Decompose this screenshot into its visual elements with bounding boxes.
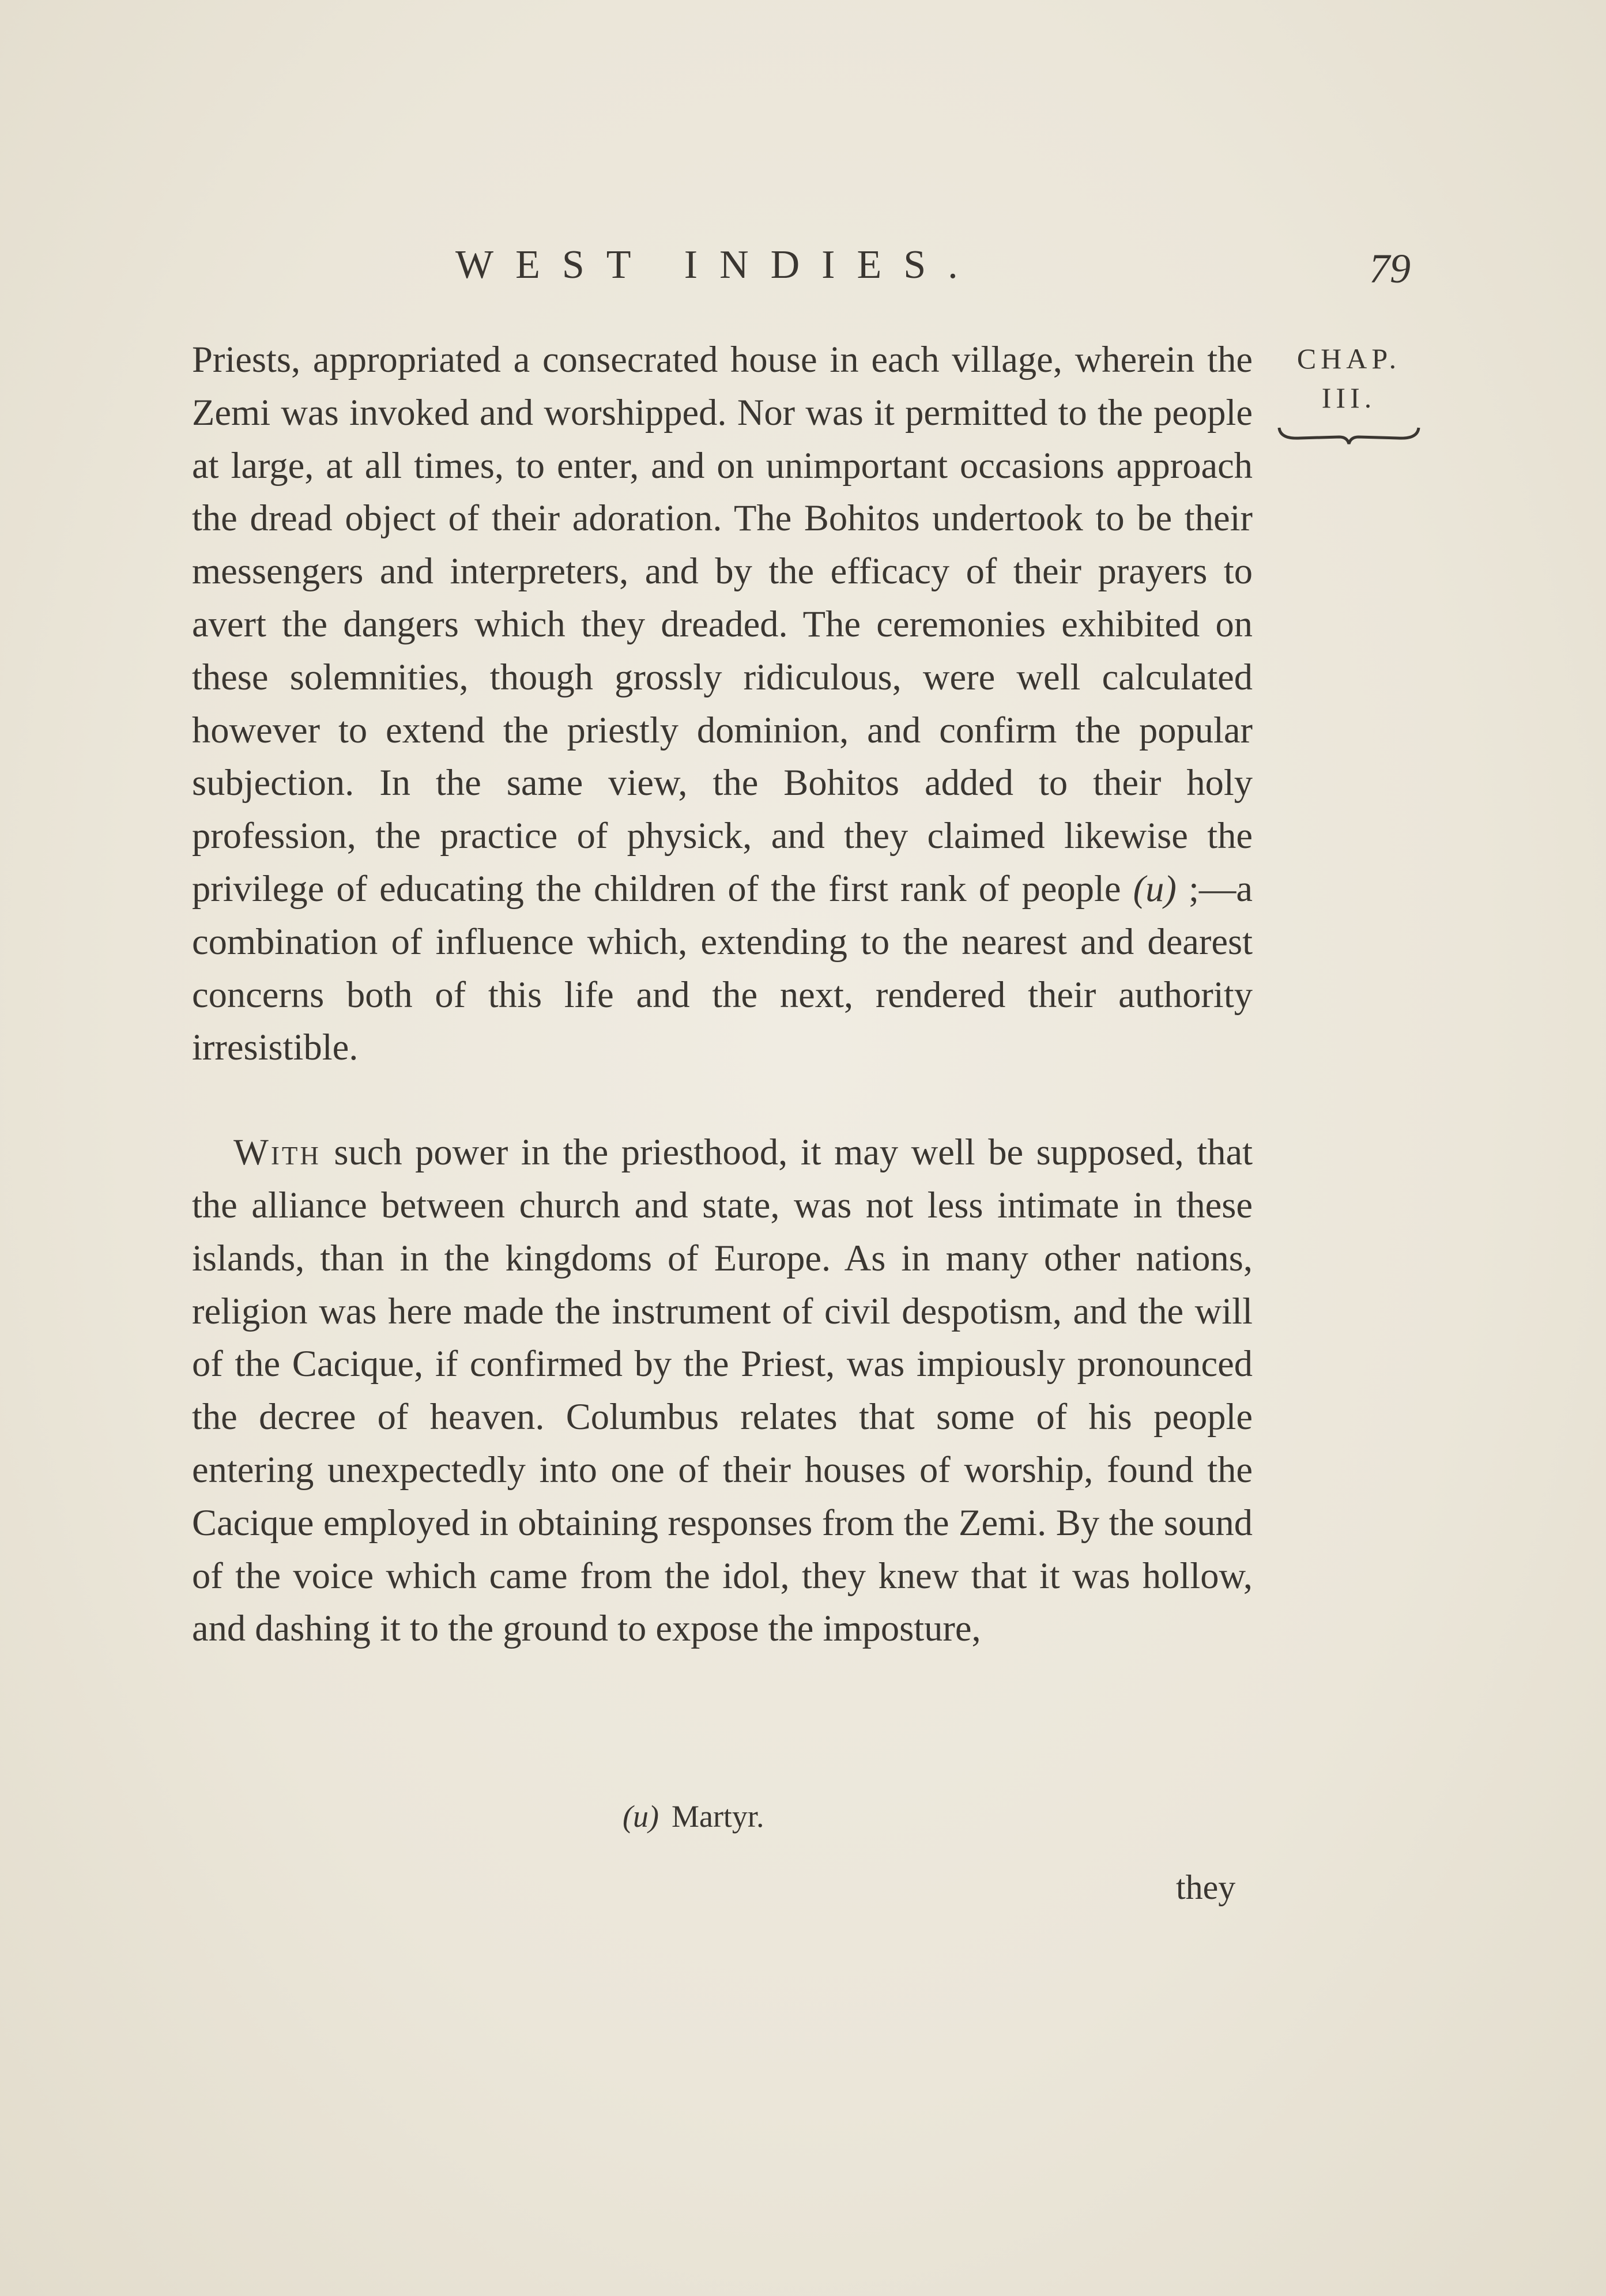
footnote-text: Martyr. [671, 1799, 764, 1834]
paragraph-2-text: such power in the priesthood, it may well be supposed, that the alliance between church and state, was not less intimate in these islands, than in the kingdoms of Europe. As in many other nations, religion was here made the instrument of civil despotism, and the will of the Cacique, if confirmed by the Priest, was impiously pronounced the decree of heaven. Columbus relates that some of his people entering unexpectedly into one of their houses of worship, found the Cacique employed in obtaining responses from the Zemi. By the sound of the voice which came from the idol, they knew that it was hollow, and dashing it to the ground to expose the imposture, [192, 1132, 1253, 1649]
brace-ornament [1277, 425, 1421, 445]
footnote-reference: (u) [1133, 868, 1177, 909]
footnote [623, 1799, 764, 1834]
chapter-number: III. [1321, 382, 1377, 414]
paragraph-1 [192, 333, 1253, 1074]
chapter-margin-note [1268, 339, 1430, 445]
paragraph-2 [192, 1126, 1253, 1655]
paragraph-1-text: Priests, appropriated a consecrated house in each village, wherein the Zemi was invoked and worshipped. Nor was it permitted to the people at large, at all times, to enter, and on unimportant occasions approach the dread object of their adoration. The Bohitos undertook to be their messengers and interpreters, and by the efficacy of their prayers to avert the dangers which they dreaded. The ceremonies exhibited on these solemnities, though grossly ridiculous, were well calculated however to extend the priestly dominion, and confirm the popular subjection. In the same view, the Bohitos added to their holy profession, the practice of physick, and they claimed likewise the privilege of educating the children of the first rank of people [192, 339, 1253, 909]
running-title: WEST INDIES. [455, 243, 980, 287]
page-number: 79 [1369, 246, 1411, 292]
chapter-label: CHAP. [1296, 342, 1401, 375]
body-text [192, 333, 1253, 1655]
footnote-mark: (u) [623, 1799, 659, 1834]
paragraph-1-end: ;—a combination of influence which, extending to the nearest and dearest concerns both of this life and the next, rendered their authority irresistible. [192, 868, 1253, 1068]
paragraph-2-lead: With [233, 1132, 321, 1173]
catchword: they [1176, 1868, 1236, 1906]
